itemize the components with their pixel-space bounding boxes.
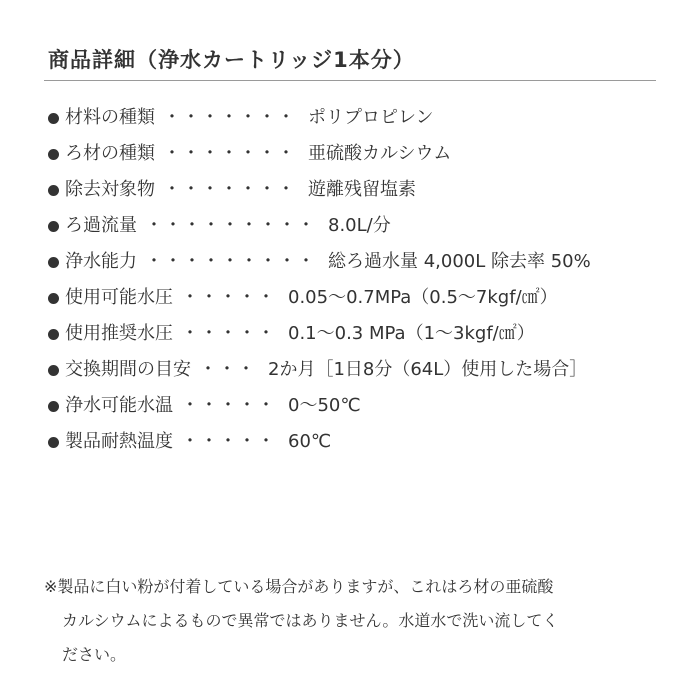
spec-label: 使用可能水圧: [65, 287, 173, 308]
spec-label: 浄水能力: [65, 251, 137, 272]
leader-dots: ・・・・・・・・・: [145, 251, 316, 272]
spec-item-recommended-pressure: [48, 316, 591, 352]
spec-value: 遊離残留塩素: [308, 179, 416, 200]
spec-label: ろ過流量: [65, 215, 137, 236]
spec-value: 総ろ過水量 4,000L 除去率 50%: [328, 251, 591, 272]
spec-value: 亜硫酸カルシウム: [308, 143, 452, 164]
spec-value: 60℃: [288, 431, 332, 452]
bullet-icon: [48, 401, 59, 412]
title-divider: [44, 80, 656, 81]
spec-label: 交換期間の目安: [65, 359, 191, 380]
bullet-icon: [48, 257, 59, 268]
spec-item-material: [48, 100, 591, 136]
note-line-1: ※製品に白い粉が付着している場合がありますが、これはろ材の亜硫酸: [44, 577, 554, 596]
bullet-icon: [48, 329, 59, 340]
spec-item-water-temperature: [48, 388, 591, 424]
note-line-2: カルシウムによるもので異常ではありません。水道水で洗い流してく: [62, 611, 559, 630]
spec-value: 2か月［1日8分（64L）使用した場合］: [268, 359, 588, 380]
spec-label: 除去対象物: [65, 179, 155, 200]
leader-dots: ・・・: [199, 359, 256, 380]
spec-value: ポリプロピレン: [308, 107, 434, 128]
leader-dots: ・・・・・: [181, 323, 276, 344]
spec-label: 材料の種類: [65, 107, 155, 128]
bullet-icon: [48, 437, 59, 448]
spec-label: 使用推奨水圧: [65, 323, 173, 344]
bullet-icon: [48, 113, 59, 124]
spec-item-heat-resistance: [48, 424, 591, 460]
usage-note: [44, 570, 660, 672]
spec-item-usable-pressure: [48, 280, 591, 316]
leader-dots: ・・・・・: [181, 431, 276, 452]
spec-value: 0.1〜0.3 MPa（1〜3kgf/㎠）: [288, 323, 535, 344]
spec-label: 浄水可能水温: [65, 395, 173, 416]
note-line-3: ださい。: [62, 645, 127, 664]
bullet-icon: [48, 365, 59, 376]
spec-value: 0〜50℃: [288, 395, 361, 416]
bullet-icon: [48, 221, 59, 232]
spec-list: [48, 100, 591, 460]
spec-item-replacement-period: [48, 352, 591, 388]
leader-dots: ・・・・・: [181, 287, 276, 308]
page-title: 商品詳細（浄水カートリッジ1本分）: [48, 48, 415, 72]
bullet-icon: [48, 149, 59, 160]
leader-dots: ・・・・・・・・・: [145, 215, 316, 236]
leader-dots: ・・・・・: [181, 395, 276, 416]
bullet-icon: [48, 185, 59, 196]
spec-item-capacity: [48, 244, 591, 280]
spec-label: 製品耐熱温度: [65, 431, 173, 452]
leader-dots: ・・・・・・・: [163, 107, 296, 128]
bullet-icon: [48, 293, 59, 304]
leader-dots: ・・・・・・・: [163, 179, 296, 200]
spec-value: 0.05〜0.7MPa（0.5〜7kgf/㎠）: [288, 287, 558, 308]
spec-item-filter-media: [48, 136, 591, 172]
spec-item-removal-target: [48, 172, 591, 208]
spec-item-flow-rate: [48, 208, 591, 244]
spec-value: 8.0L/分: [328, 215, 391, 236]
spec-label: ろ材の種類: [65, 143, 155, 164]
leader-dots: ・・・・・・・: [163, 143, 296, 164]
